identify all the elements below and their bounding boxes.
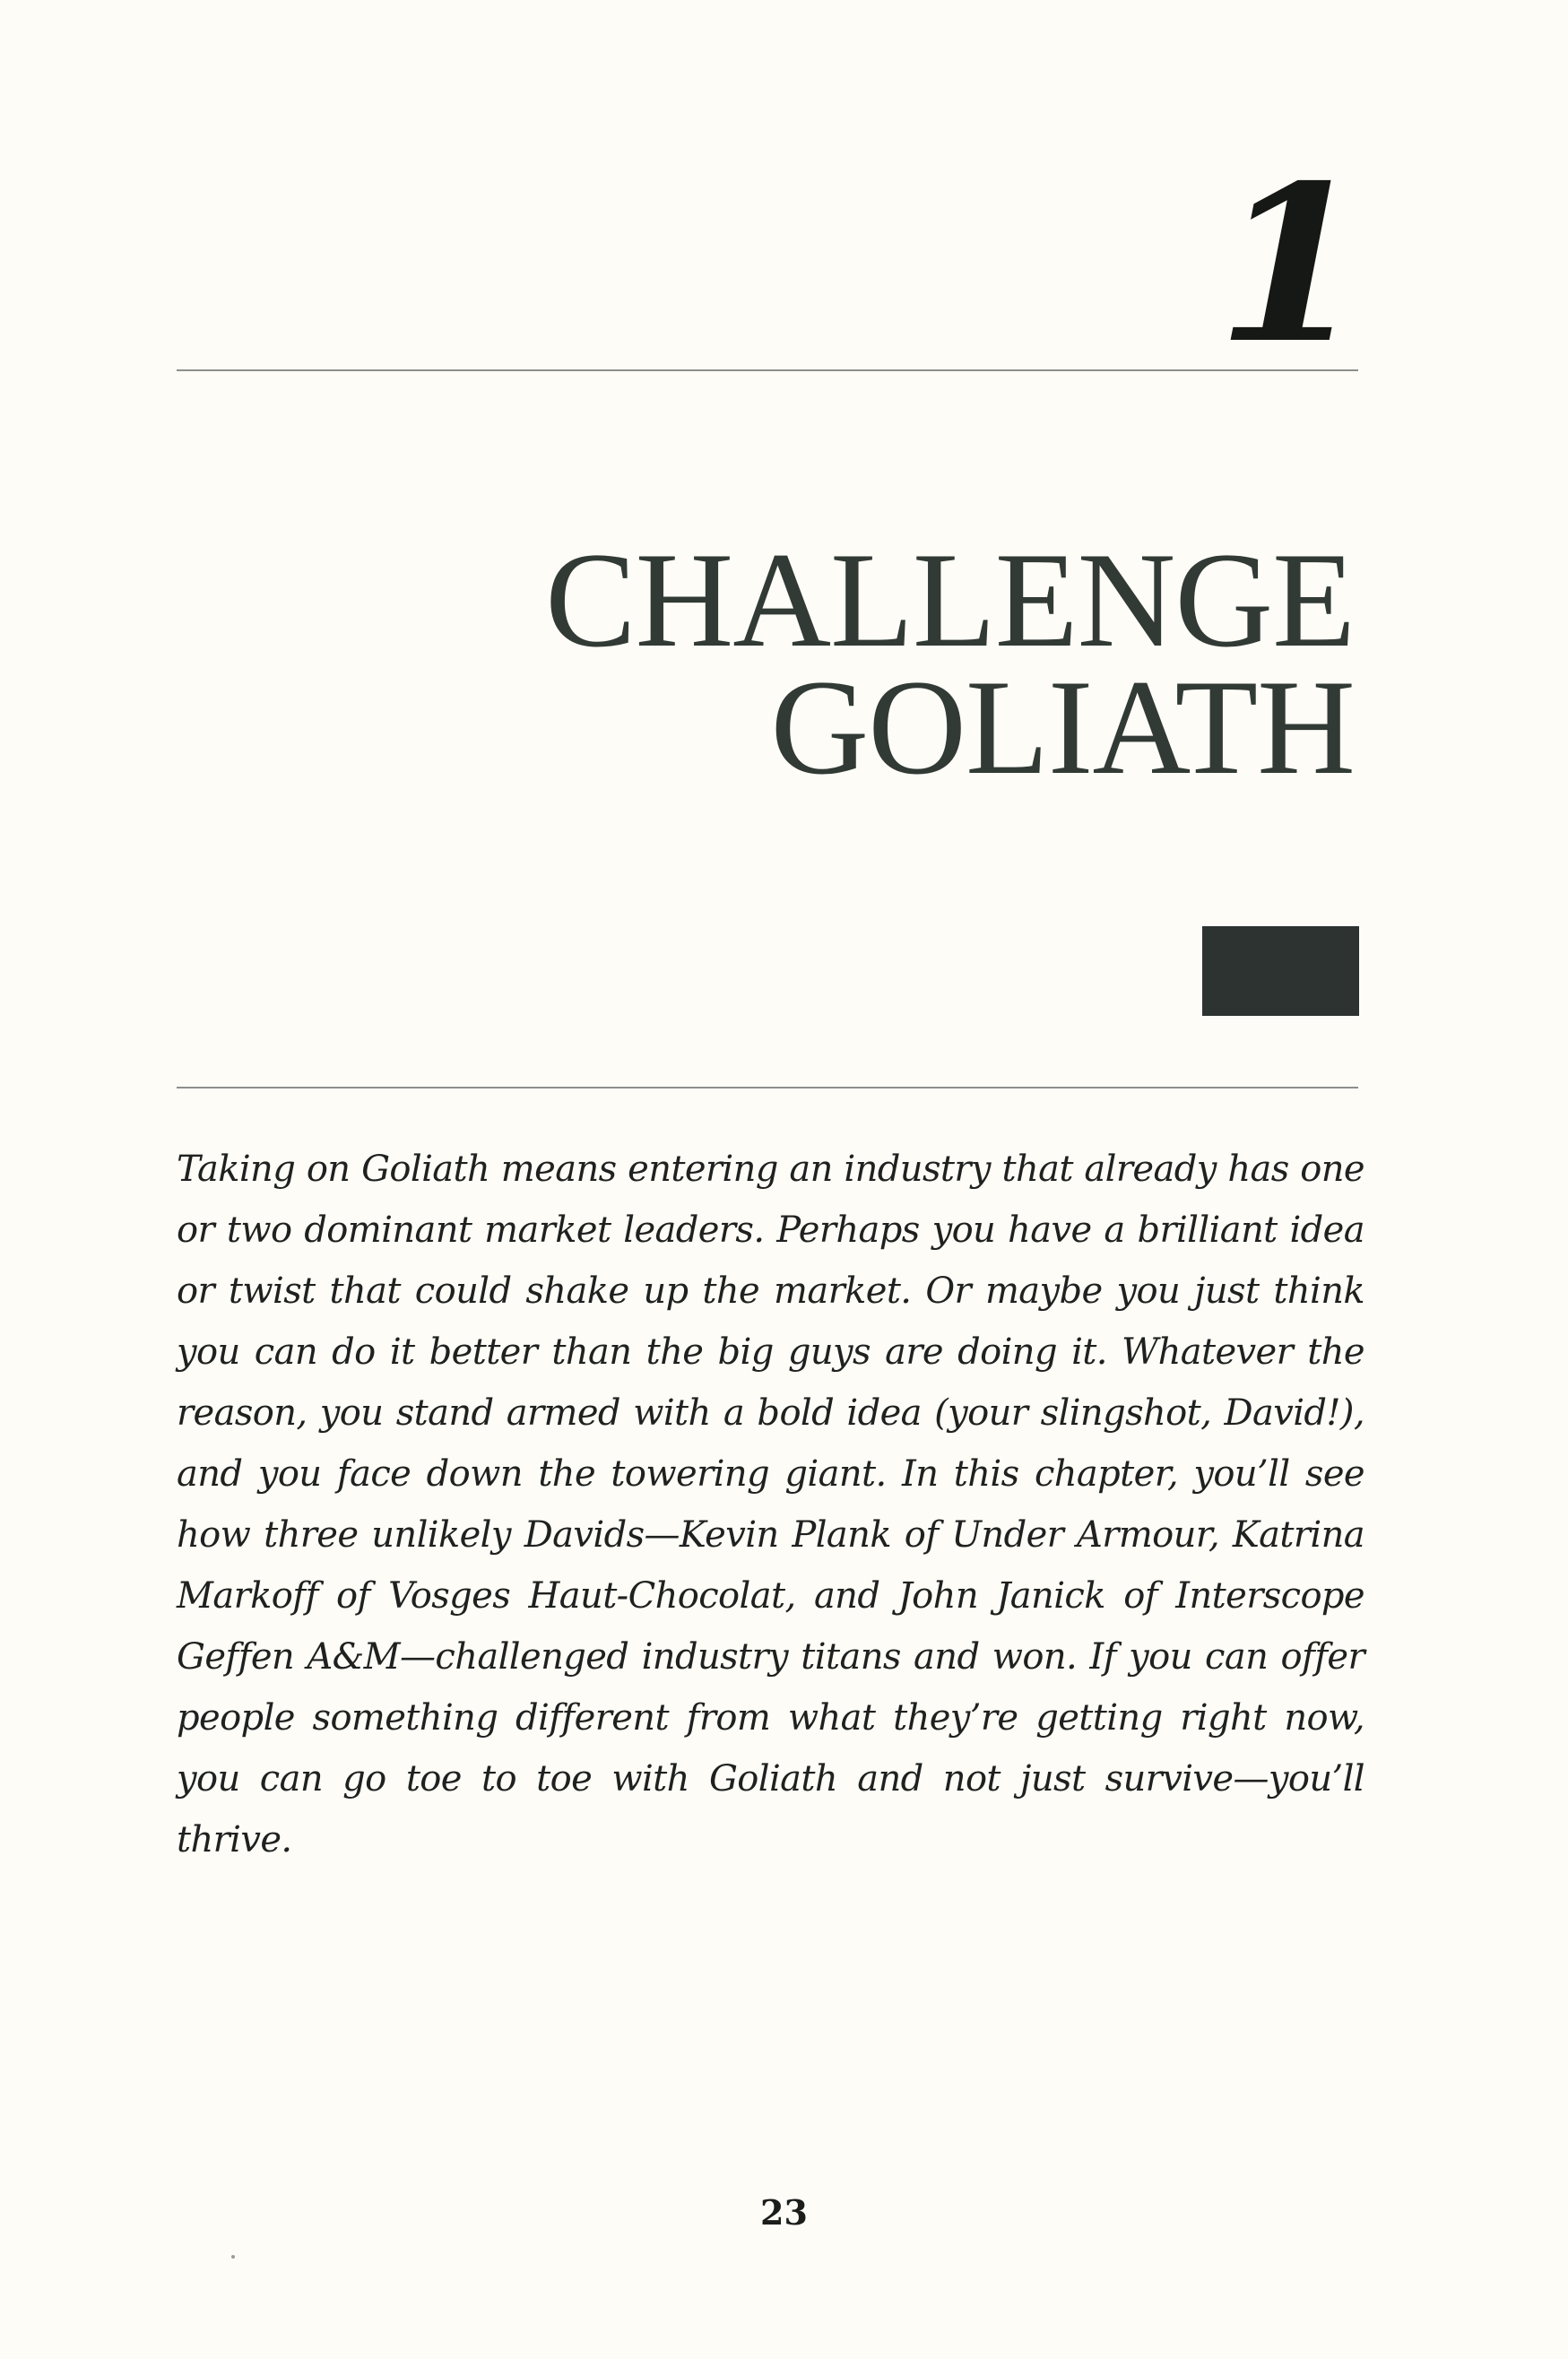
chapter-number: 1 [1217, 138, 1366, 391]
bottom-divider [177, 1087, 1358, 1088]
chapter-title [545, 525, 1355, 802]
decorative-block [1202, 926, 1359, 1016]
chapter-title-line-2: GOLIATH [770, 652, 1355, 802]
chapter-intro-paragraph: Taking on Goliath means entering an industry that already has one or two dominant market leaders. Perhaps you have a brilliant idea or twist that could shake up the market. Or maybe you just think you can do it better than the big guys are doing it. Whatever the reason, you stand armed with a bold idea (your slingshot, David!), and you face down the towering giant. In this chapter, you’ll see how three unlikely Davids—Kevin Plank of Under Armour, Katrina Markoff of Vosges Haut-Chocolat, and John Janick of Interscope Geffen A&M—challenged industry titans and won. If you can offer people something different from what they’re getting right now, you can go toe to toe with Goliath and not just survive—you’ll thrive. [177, 1149, 1364, 1860]
chapter-title-line-1: CHALLENGE [545, 525, 1355, 675]
top-divider [177, 369, 1358, 371]
paper-speck [231, 2255, 235, 2259]
page-number: 23 [760, 2192, 808, 2233]
